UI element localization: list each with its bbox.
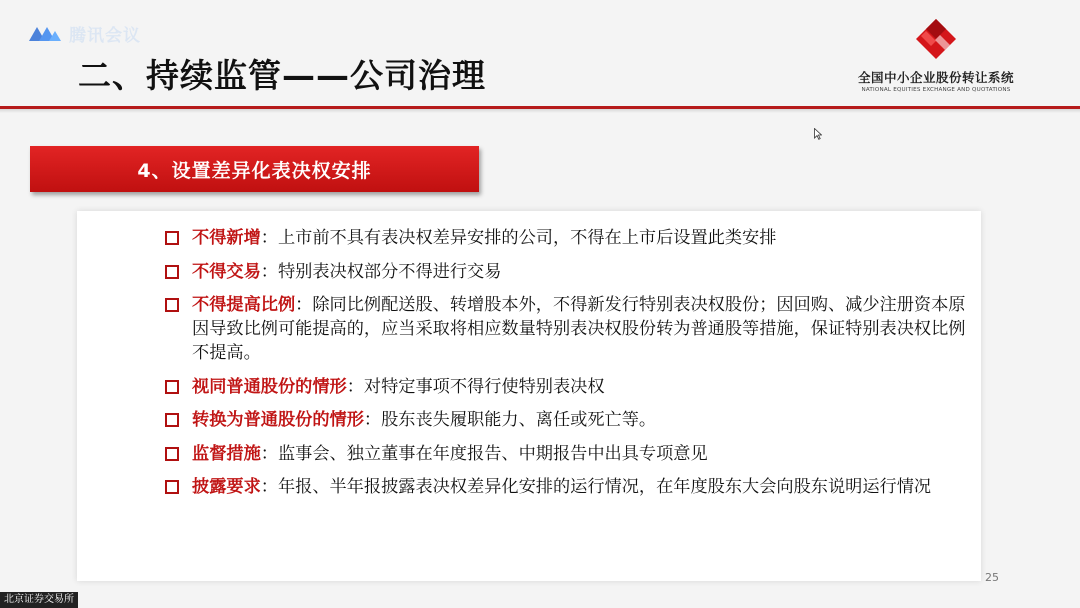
item-separator: ：: [295, 295, 313, 315]
header-divider-shadow: [0, 109, 1080, 113]
rules-list: [165, 226, 975, 509]
item-separator: ：: [260, 477, 278, 497]
tencent-meeting-watermark: [27, 21, 141, 46]
checkbox-bullet-icon: [165, 480, 179, 494]
content-panel: [77, 211, 981, 581]
item-text: 年报、半年报披露表决权差异化安排的运行情况，在年度股东大会向股东说明运行情况: [277, 477, 932, 497]
item-separator: ：: [260, 443, 278, 464]
item-text: 除同比例配送股、转增股本外，不得新发行特别表决权股份；因回购、减少注册资本原因导致比例可能提高的，应当采取将相应数量特别表决权股份转为普通股等措施，保证特别表决权比例不提高。: [192, 295, 966, 363]
item-text: 特别表决权部分不得进行交易: [277, 261, 502, 282]
item-separator: ：: [260, 228, 278, 248]
checkbox-bullet-icon: [165, 380, 179, 394]
item-term: 视同普通股份的情形: [192, 376, 347, 397]
item-term: 披露要求: [192, 477, 261, 497]
section-heading: 4、设置差异化表决权安排: [30, 146, 479, 192]
meeting-app-name: 腾讯会议: [69, 26, 141, 46]
item-separator: ：: [363, 410, 382, 430]
item-term: 监督措施: [192, 443, 261, 464]
checkbox-bullet-icon: [165, 298, 179, 312]
list-item: [165, 475, 975, 499]
slide-title: 二、持续监管——公司治理: [78, 56, 486, 95]
brand-name-en: NATIONAL EQUITIES EXCHANGE AND QUOTATIONS: [861, 87, 1011, 93]
item-term: 不得交易: [192, 261, 261, 282]
mouse-pointer-icon: [814, 128, 822, 140]
brand-block: [846, 18, 1026, 93]
participant-name-tag: 北京证券交易所: [0, 592, 78, 608]
checkbox-bullet-icon: [165, 447, 179, 461]
list-item: [165, 375, 975, 399]
item-term: 不得提高比例: [192, 295, 296, 315]
item-text: 上市前不具有表决权差异安排的公司，不得在上市后设置此类安排: [277, 228, 777, 248]
item-text: 对特定事项不得行使特别表决权: [363, 376, 605, 397]
list-item: [165, 293, 975, 365]
item-separator: ：: [260, 261, 278, 282]
checkbox-bullet-icon: [165, 231, 179, 245]
checkbox-bullet-icon: [165, 413, 179, 427]
list-item: [165, 226, 975, 250]
list-item: [165, 408, 975, 432]
item-term: 转换为普通股份的情形: [192, 410, 364, 430]
page-number: 25: [985, 571, 999, 584]
item-separator: ：: [346, 376, 364, 397]
item-term: 不得新增: [192, 228, 261, 248]
brand-name-cn: 全国中小企业股份转让系统: [857, 70, 1014, 85]
neeq-logo-icon: [915, 18, 957, 60]
item-text: 股东丧失履职能力、离任或死亡等。: [381, 410, 657, 430]
list-item: [165, 260, 975, 284]
tencent-meeting-logo-icon: [27, 23, 63, 45]
checkbox-bullet-icon: [165, 265, 179, 279]
item-text: 监事会、独立董事在年度报告、中期报告中出具专项意见: [277, 443, 708, 464]
list-item: [165, 442, 975, 466]
